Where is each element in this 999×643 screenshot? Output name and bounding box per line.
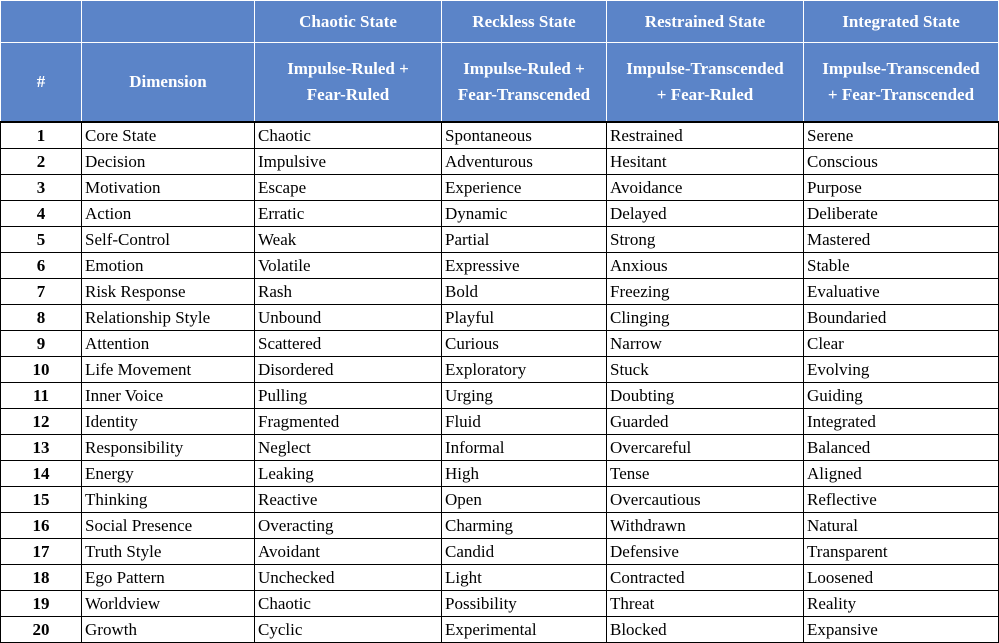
reckless-cell: Expressive bbox=[442, 253, 607, 279]
integrated-cell: Stable bbox=[804, 253, 999, 279]
dimension-cell: Attention bbox=[82, 331, 255, 357]
header-restrained-state: Restrained State bbox=[607, 1, 804, 43]
restrained-cell: Overcautious bbox=[607, 487, 804, 513]
row-number: 5 bbox=[1, 227, 82, 253]
table-row bbox=[1, 565, 999, 591]
reckless-cell: Playful bbox=[442, 305, 607, 331]
chaotic-cell: Avoidant bbox=[255, 539, 442, 565]
row-number: 20 bbox=[1, 617, 82, 643]
table-row bbox=[1, 279, 999, 305]
restrained-cell: Clinging bbox=[607, 305, 804, 331]
restrained-cell: Threat bbox=[607, 591, 804, 617]
integrated-cell: Evolving bbox=[804, 357, 999, 383]
reckless-cell: Urging bbox=[442, 383, 607, 409]
row-number: 6 bbox=[1, 253, 82, 279]
restrained-cell: Stuck bbox=[607, 357, 804, 383]
row-number: 1 bbox=[1, 122, 82, 149]
chaotic-cell: Neglect bbox=[255, 435, 442, 461]
integrated-cell: Expansive bbox=[804, 617, 999, 643]
reckless-cell: Partial bbox=[442, 227, 607, 253]
reckless-cell: Informal bbox=[442, 435, 607, 461]
chaotic-cell: Unbound bbox=[255, 305, 442, 331]
restrained-cell: Defensive bbox=[607, 539, 804, 565]
restrained-cell: Tense bbox=[607, 461, 804, 487]
integrated-cell: Aligned bbox=[804, 461, 999, 487]
table-row bbox=[1, 227, 999, 253]
row-number: 9 bbox=[1, 331, 82, 357]
table-row bbox=[1, 617, 999, 643]
row-number: 15 bbox=[1, 487, 82, 513]
integrated-cell: Loosened bbox=[804, 565, 999, 591]
header-chaotic-state: Chaotic State bbox=[255, 1, 442, 43]
descriptor-line: Impulse-Ruled + bbox=[463, 59, 585, 78]
dimension-cell: Truth Style bbox=[82, 539, 255, 565]
restrained-cell: Overcareful bbox=[607, 435, 804, 461]
integrated-cell: Serene bbox=[804, 122, 999, 149]
integrated-cell: Balanced bbox=[804, 435, 999, 461]
integrated-cell: Mastered bbox=[804, 227, 999, 253]
descriptor-line: Impulse-Transcended bbox=[822, 59, 980, 78]
row-number: 14 bbox=[1, 461, 82, 487]
reckless-cell: Dynamic bbox=[442, 201, 607, 227]
chaotic-cell: Unchecked bbox=[255, 565, 442, 591]
restrained-cell: Freezing bbox=[607, 279, 804, 305]
dimension-cell: Responsibility bbox=[82, 435, 255, 461]
header-reckless-descriptor bbox=[442, 43, 607, 123]
reckless-cell: Curious bbox=[442, 331, 607, 357]
dimension-cell: Growth bbox=[82, 617, 255, 643]
dimension-cell: Motivation bbox=[82, 175, 255, 201]
dimension-cell: Thinking bbox=[82, 487, 255, 513]
dimension-cell: Self-Control bbox=[82, 227, 255, 253]
chaotic-cell: Weak bbox=[255, 227, 442, 253]
table-row bbox=[1, 253, 999, 279]
header-restrained-descriptor bbox=[607, 43, 804, 123]
dimension-cell: Inner Voice bbox=[82, 383, 255, 409]
table-row bbox=[1, 591, 999, 617]
descriptor-line: Impulse-Ruled + bbox=[287, 59, 409, 78]
reckless-cell: Experimental bbox=[442, 617, 607, 643]
header-integrated-descriptor bbox=[804, 43, 999, 123]
reckless-cell: Open bbox=[442, 487, 607, 513]
restrained-cell: Hesitant bbox=[607, 149, 804, 175]
reckless-cell: Possibility bbox=[442, 591, 607, 617]
table-row bbox=[1, 201, 999, 227]
integrated-cell: Reflective bbox=[804, 487, 999, 513]
row-number: 12 bbox=[1, 409, 82, 435]
dimension-cell: Ego Pattern bbox=[82, 565, 255, 591]
chaotic-cell: Chaotic bbox=[255, 122, 442, 149]
reckless-cell: Exploratory bbox=[442, 357, 607, 383]
integrated-cell: Boundaried bbox=[804, 305, 999, 331]
restrained-cell: Guarded bbox=[607, 409, 804, 435]
integrated-cell: Natural bbox=[804, 513, 999, 539]
reckless-cell: Fluid bbox=[442, 409, 607, 435]
integrated-cell: Evaluative bbox=[804, 279, 999, 305]
table-row bbox=[1, 305, 999, 331]
dimension-cell: Risk Response bbox=[82, 279, 255, 305]
dimension-cell: Emotion bbox=[82, 253, 255, 279]
restrained-cell: Narrow bbox=[607, 331, 804, 357]
chaotic-cell: Cyclic bbox=[255, 617, 442, 643]
reckless-cell: Adventurous bbox=[442, 149, 607, 175]
header-blank-dimension bbox=[82, 1, 255, 43]
chaotic-cell: Erratic bbox=[255, 201, 442, 227]
dimension-cell: Life Movement bbox=[82, 357, 255, 383]
chaotic-cell: Impulsive bbox=[255, 149, 442, 175]
integrated-cell: Guiding bbox=[804, 383, 999, 409]
chaotic-cell: Rash bbox=[255, 279, 442, 305]
header-num: # bbox=[1, 43, 82, 123]
chaotic-cell: Pulling bbox=[255, 383, 442, 409]
chaotic-cell: Leaking bbox=[255, 461, 442, 487]
table-row bbox=[1, 331, 999, 357]
chaotic-cell: Chaotic bbox=[255, 591, 442, 617]
table-row bbox=[1, 175, 999, 201]
restrained-cell: Withdrawn bbox=[607, 513, 804, 539]
descriptor-line: + Fear-Transcended bbox=[827, 85, 975, 104]
row-number: 7 bbox=[1, 279, 82, 305]
dimension-cell: Energy bbox=[82, 461, 255, 487]
row-number: 10 bbox=[1, 357, 82, 383]
reckless-cell: Experience bbox=[442, 175, 607, 201]
header-row-states bbox=[1, 1, 999, 43]
restrained-cell: Delayed bbox=[607, 201, 804, 227]
reckless-cell: Spontaneous bbox=[442, 122, 607, 149]
header-blank-num bbox=[1, 1, 82, 43]
chaotic-cell: Volatile bbox=[255, 253, 442, 279]
integrated-cell: Integrated bbox=[804, 409, 999, 435]
restrained-cell: Restrained bbox=[607, 122, 804, 149]
integrated-cell: Transparent bbox=[804, 539, 999, 565]
restrained-cell: Strong bbox=[607, 227, 804, 253]
integrated-cell: Clear bbox=[804, 331, 999, 357]
dimension-cell: Action bbox=[82, 201, 255, 227]
descriptor-line: Fear-Ruled bbox=[306, 85, 390, 104]
dimension-cell: Decision bbox=[82, 149, 255, 175]
table-row bbox=[1, 487, 999, 513]
reckless-cell: Light bbox=[442, 565, 607, 591]
integrated-cell: Conscious bbox=[804, 149, 999, 175]
chaotic-cell: Scattered bbox=[255, 331, 442, 357]
row-number: 2 bbox=[1, 149, 82, 175]
reckless-cell: High bbox=[442, 461, 607, 487]
table-row bbox=[1, 539, 999, 565]
reckless-cell: Bold bbox=[442, 279, 607, 305]
chaotic-cell: Escape bbox=[255, 175, 442, 201]
integrated-cell: Reality bbox=[804, 591, 999, 617]
row-number: 19 bbox=[1, 591, 82, 617]
chaotic-cell: Fragmented bbox=[255, 409, 442, 435]
row-number: 18 bbox=[1, 565, 82, 591]
restrained-cell: Anxious bbox=[607, 253, 804, 279]
dimension-cell: Worldview bbox=[82, 591, 255, 617]
chaotic-cell: Overacting bbox=[255, 513, 442, 539]
row-number: 3 bbox=[1, 175, 82, 201]
row-number: 4 bbox=[1, 201, 82, 227]
table-row bbox=[1, 149, 999, 175]
row-number: 17 bbox=[1, 539, 82, 565]
row-number: 16 bbox=[1, 513, 82, 539]
chaotic-cell: Disordered bbox=[255, 357, 442, 383]
table-row bbox=[1, 461, 999, 487]
table-row bbox=[1, 122, 999, 149]
table-row bbox=[1, 383, 999, 409]
dimension-cell: Relationship Style bbox=[82, 305, 255, 331]
dimension-cell: Core State bbox=[82, 122, 255, 149]
reckless-cell: Candid bbox=[442, 539, 607, 565]
header-dimension: Dimension bbox=[82, 43, 255, 123]
descriptor-line: Fear-Transcended bbox=[457, 85, 591, 104]
table-row bbox=[1, 409, 999, 435]
row-number: 13 bbox=[1, 435, 82, 461]
table-row bbox=[1, 513, 999, 539]
reckless-cell: Charming bbox=[442, 513, 607, 539]
chaotic-cell: Reactive bbox=[255, 487, 442, 513]
row-number: 8 bbox=[1, 305, 82, 331]
header-reckless-state: Reckless State bbox=[442, 1, 607, 43]
table-row bbox=[1, 435, 999, 461]
header-row-descriptors bbox=[1, 43, 999, 123]
header-integrated-state: Integrated State bbox=[804, 1, 999, 43]
descriptor-line: Impulse-Transcended bbox=[626, 59, 784, 78]
table-row bbox=[1, 357, 999, 383]
descriptor-line: + Fear-Ruled bbox=[656, 85, 754, 104]
dimension-cell: Social Presence bbox=[82, 513, 255, 539]
dimension-cell: Identity bbox=[82, 409, 255, 435]
restrained-cell: Doubting bbox=[607, 383, 804, 409]
restrained-cell: Blocked bbox=[607, 617, 804, 643]
header-chaotic-descriptor bbox=[255, 43, 442, 123]
restrained-cell: Contracted bbox=[607, 565, 804, 591]
integrated-cell: Purpose bbox=[804, 175, 999, 201]
integrated-cell: Deliberate bbox=[804, 201, 999, 227]
row-number: 11 bbox=[1, 383, 82, 409]
restrained-cell: Avoidance bbox=[607, 175, 804, 201]
